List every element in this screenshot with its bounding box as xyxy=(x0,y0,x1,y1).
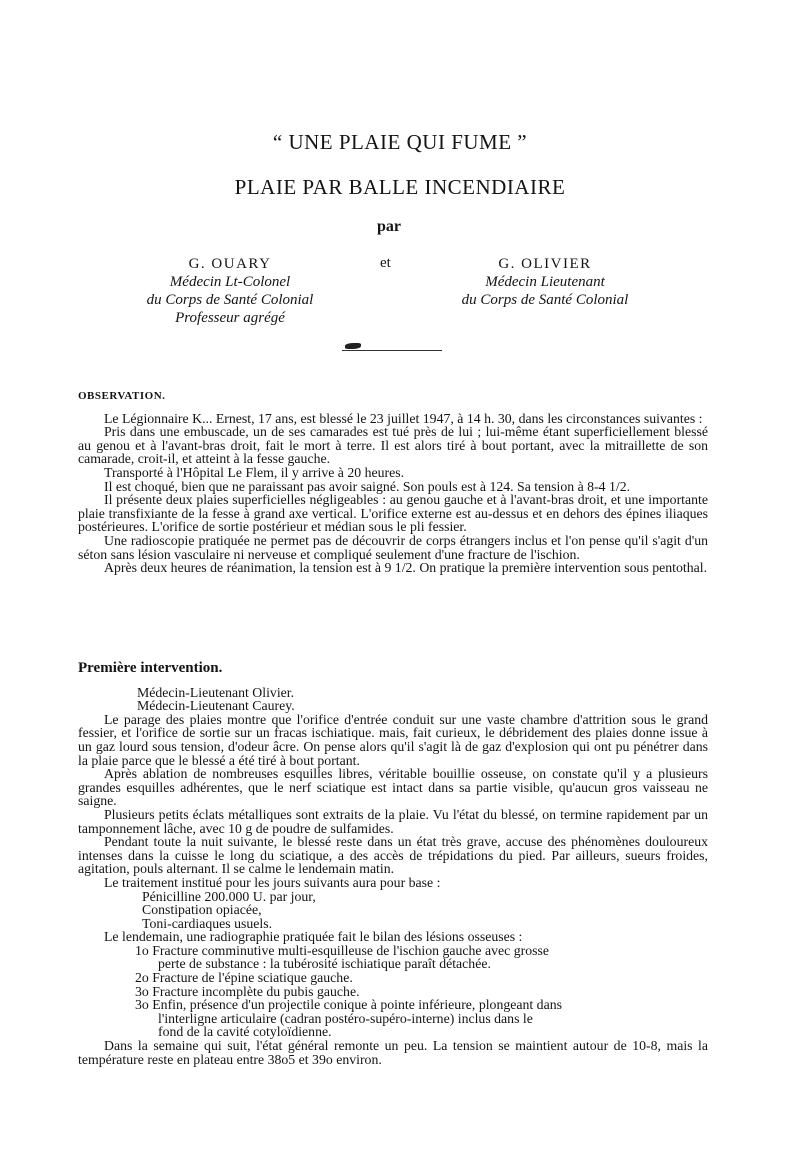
treatment-item: Pénicilline 200.000 U. par jour, xyxy=(142,888,316,904)
treatment-item: Constipation opiacée, xyxy=(142,902,262,918)
intervention-section xyxy=(78,662,708,1066)
article-subtitle: PLAIE PAR BALLE INCENDIAIRE xyxy=(234,175,566,199)
lesion-item: 3o Enfin, présence d'un projectile conique à pointe inférieure, plongeant dans xyxy=(135,997,562,1013)
author-ouary xyxy=(110,255,350,327)
author-olivier xyxy=(420,255,670,309)
paragraph: Pendant toute la nuit suivante, le blessé reste dans un état très grave, accuse des phénomènes douloureux intenses dans la cuisse le long du sciatique, a des accès de trépidations du pied. Par ailleurs, sueurs froides, agitation, pouls alternant. Il se calme le lendemain matin. xyxy=(78,834,708,877)
lesion-item: 3o Fracture incomplète du pubis gauche. xyxy=(135,983,360,999)
author-title-line: Médecin Lieutenant xyxy=(485,274,605,290)
section-heading: Première intervention. xyxy=(78,660,223,676)
lesion-item-continuation: l'interligne articulaire (cadran postéro-supéro-interne) inclus dans le xyxy=(158,1010,533,1026)
paragraph: Plusieurs petits éclats métalliques sont extraits de la plaie. Vu l'état du blessé, on termine rapidement par un tamponnement lâche, avec 10 g de poudre de sulfamides. xyxy=(78,806,708,836)
author-title-line: du Corps de Santé Colonial xyxy=(146,292,314,308)
lesion-item: 2o Fracture de l'épine sciatique gauche. xyxy=(135,970,353,986)
author-title-line: Professeur agrégé xyxy=(175,310,285,326)
lesion-item: 1o Fracture comminutive multi-esquilleuse de l'ischion gauche avec grosse xyxy=(135,942,549,958)
paragraph: Une radioscopie pratiquée ne permet pas de découvrir de corps étrangers inclus et l'on pense qu'il s'agit d'un séton sans lésion vasculaire ni nerveuse et compliqué seulement d'une fracture de l'ischion. xyxy=(78,532,708,562)
surgeon-line: Médecin-Lieutenant Olivier. xyxy=(137,684,295,700)
paragraph: Il est choqué, bien que ne paraissant pas avoir saigné. Son pouls est à 124. Sa tension à 8-4 1/2. xyxy=(104,478,631,494)
paragraph: Le traitement institué pour les jours suivants aura pour base : xyxy=(104,874,441,890)
lesion-item-continuation: perte de substance : la tubérosité ischiatique paraît détachée. xyxy=(158,956,491,972)
paragraph: Après deux heures de réanimation, la tension est à 9 1/2. On pratique la première intervention sous pentothal. xyxy=(104,560,708,576)
author-name: G. OUARY xyxy=(188,256,272,272)
author-name: G. OLIVIER xyxy=(498,256,592,272)
divider xyxy=(342,350,442,351)
ornament-icon xyxy=(345,343,361,349)
observation-section xyxy=(78,390,708,575)
paragraph: Il présente deux plaies superficielles négligeables : au genou gauche et à l'avant-bras droit, et une importante plaie transfixiante de la fesse à grand axe vertical. L'orifice externe est au-dessus et en dehors des épines iliaques postérieures. L'orifice de sortie postérieur et médian sous le pli fessier. xyxy=(78,492,708,535)
treatment-item: Toni-cardiaques usuels. xyxy=(142,915,273,931)
paragraph: Après ablation de nombreuses esquilles libres, véritable bouillie osseuse, on constate qu'il y a plusieurs grandes esquilles adhérentes, que le nerf sciatique est intact dans sa partie visible, qu'aucun gros vaisseau ne saigne. xyxy=(78,766,708,809)
paragraph: Le Légionnaire K... Ernest, 17 ans, est blessé le 23 juillet 1947, à 14 h. 30, dans les circonstances suivantes : xyxy=(104,410,703,426)
paragraph: Pris dans une embuscade, un de ses camarades est tué près de lui ; lui-même étant superficiellement blessé au genou et à l'avant-bras droit, fait le mort à terre. Il est alors tiré à bout portant, avec la mitraillette de son camarade, croit-il, et atteint à la fesse gauche. xyxy=(78,424,708,467)
surgeon-line: Médecin-Lieutenant Caurey. xyxy=(137,698,295,714)
paragraph: Dans la semaine qui suit, l'état général remonte un peu. La tension se maintient autour de 10-8, mais la température reste en plateau entre 38o5 et 39o environ. xyxy=(78,1038,708,1067)
byline-par: par xyxy=(377,218,401,235)
author-title-line: Médecin Lt-Colonel xyxy=(169,274,291,290)
paragraph: Le parage des plaies montre que l'orifice d'entrée conduit sur une vaste chambre d'attrition sous le grand fessier, et l'orifice de sortie sur un fracas ischiatique. mais, fait curieux, le débridement des plaies donne issue à un gaz lourd sous tension, d'odeur âcre. On pense alors qu'il s'agit là de gaz d'explosion qui ont pu pénétrer dans la plaie parce que le blessé a été tiré à bout portant. xyxy=(78,711,708,768)
lesion-item-continuation: fond de la cavité cotyloïdienne. xyxy=(158,1024,332,1040)
paragraph: Le lendemain, une radiographie pratiquée fait le bilan des lésions osseuses : xyxy=(104,929,523,945)
paragraph: Transporté à l'Hôpital Le Flem, il y arrive à 20 heures. xyxy=(104,464,405,480)
article-title: “ UNE PLAIE QUI FUME ” xyxy=(272,130,528,154)
author-title-line: du Corps de Santé Colonial xyxy=(461,292,629,308)
section-heading: OBSERVATION. xyxy=(78,390,166,402)
byline-et: et xyxy=(380,255,391,271)
